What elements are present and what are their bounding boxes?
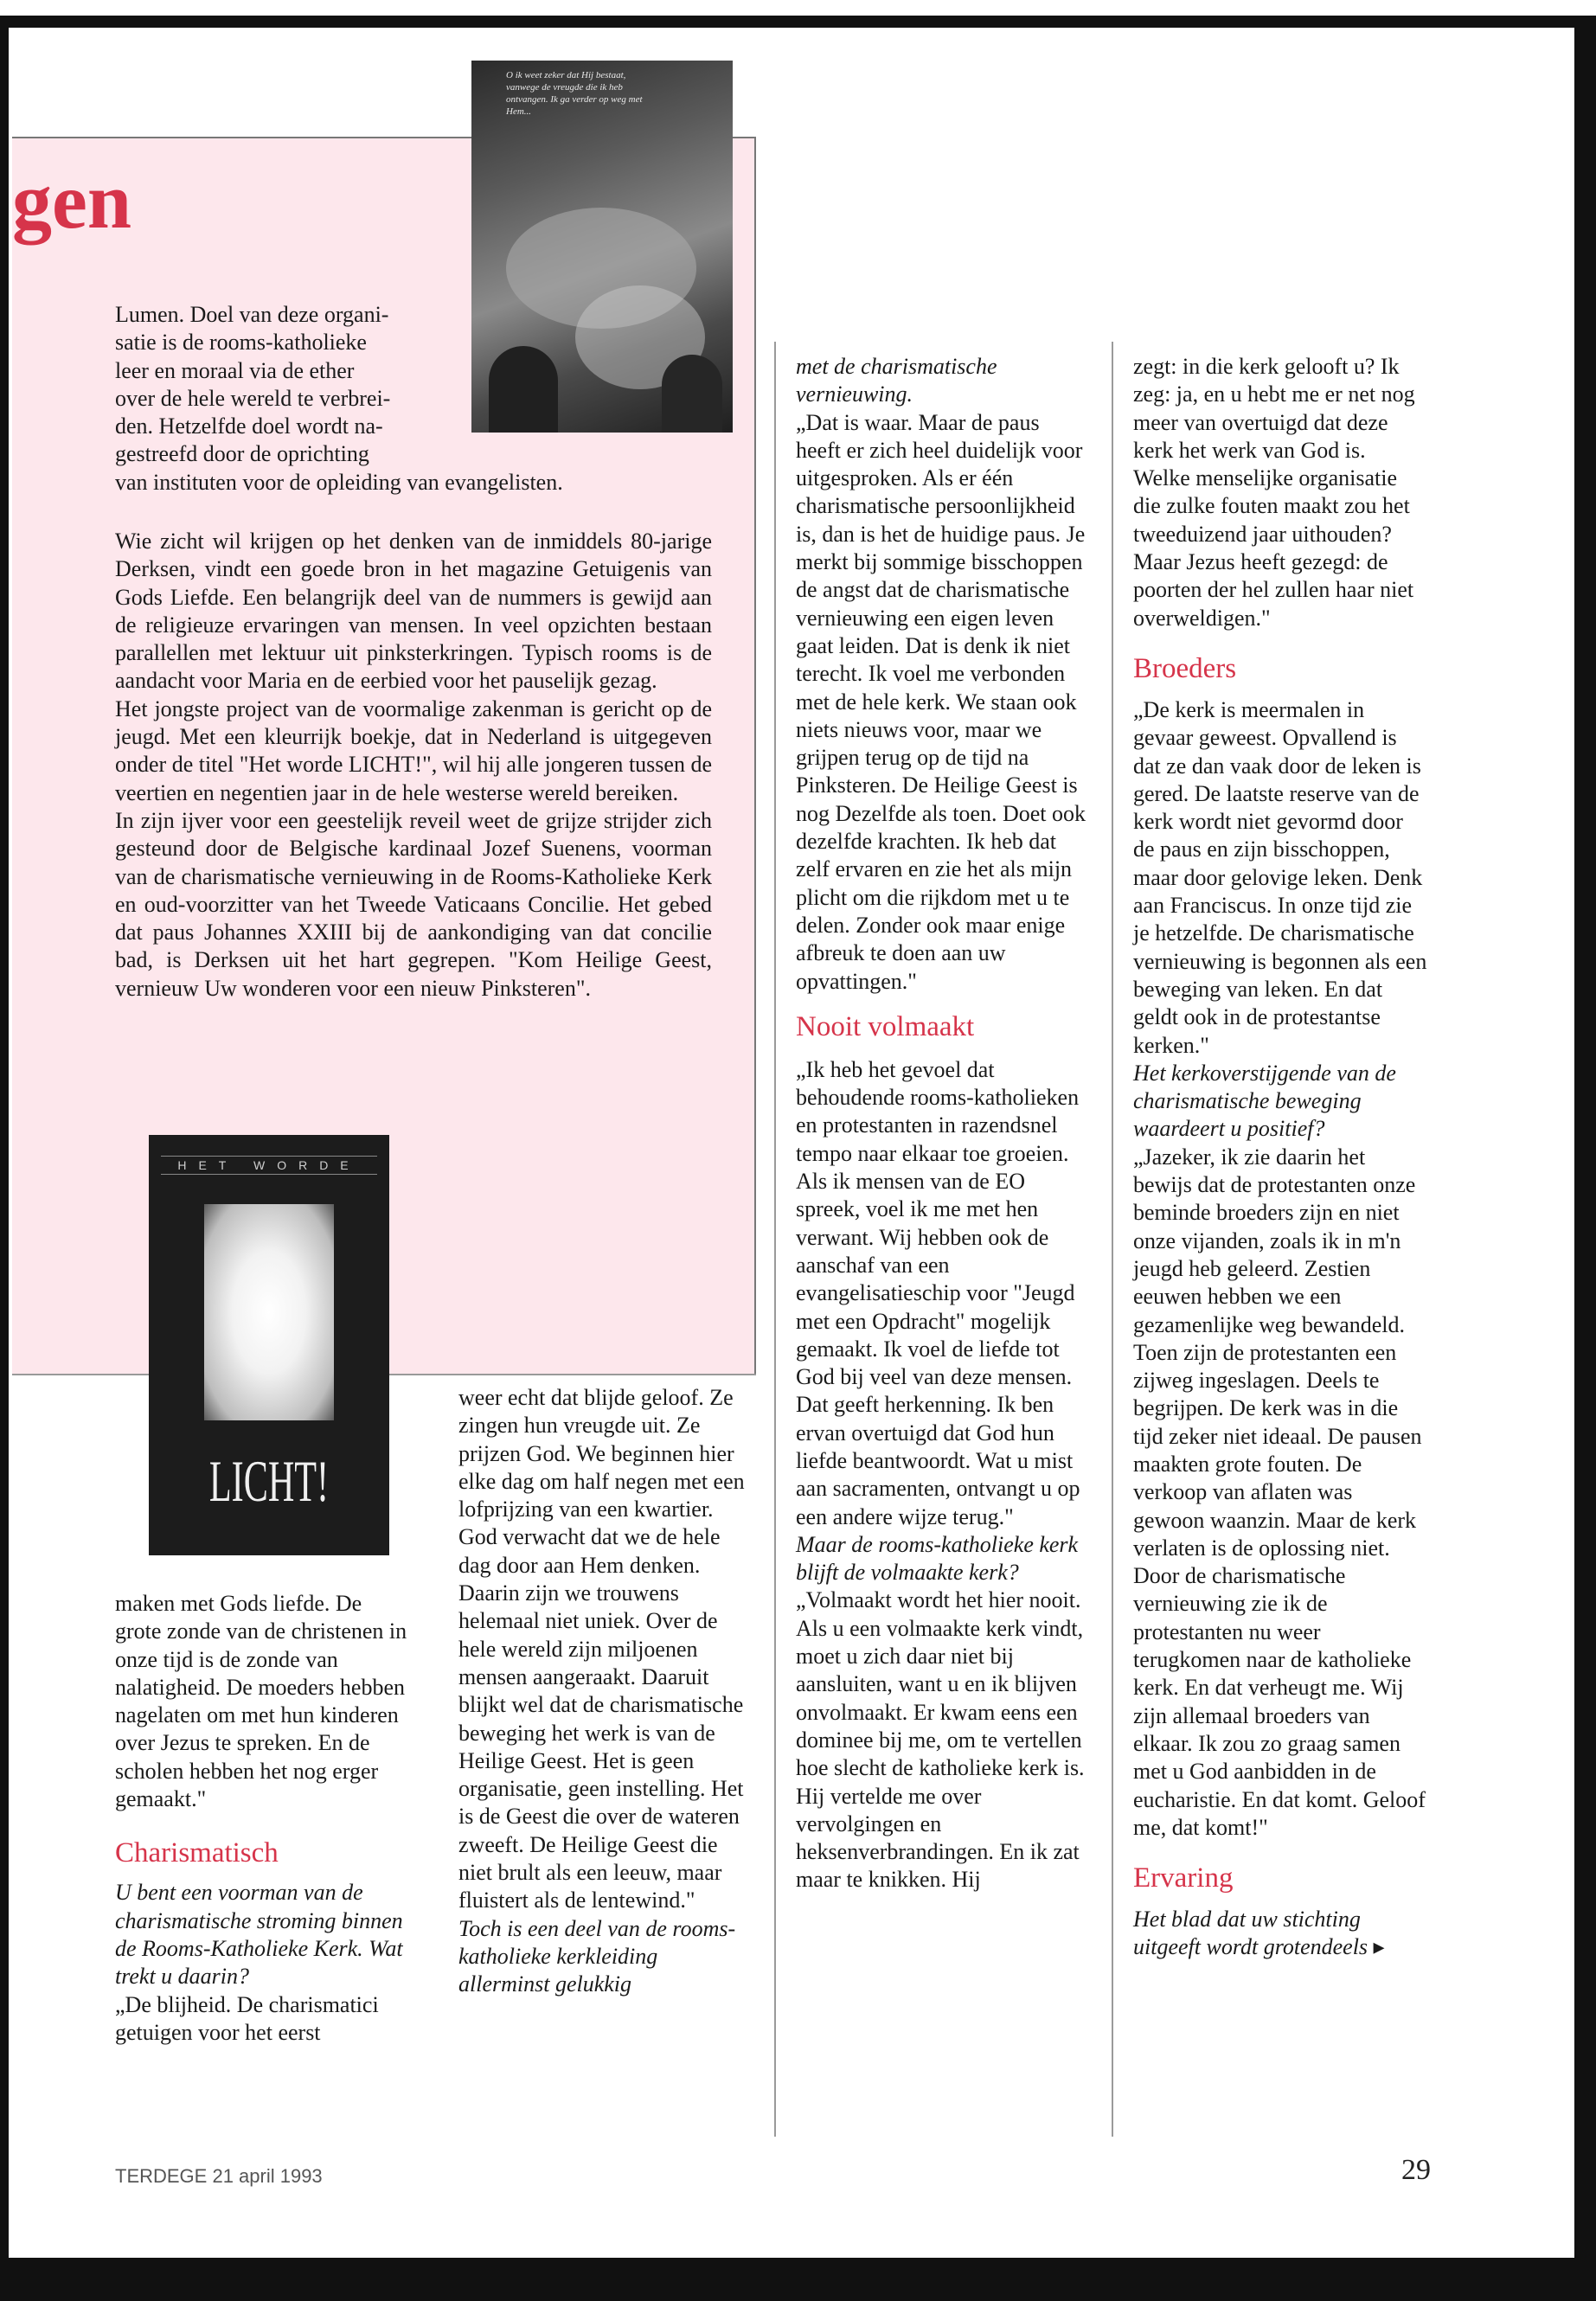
intro-line: gestreefd door de oprichting <box>115 441 369 467</box>
intro-line: over de hele wereld te verbrei- <box>115 385 391 411</box>
column-3-text-3: „Volmaakt wordt het hier nooit. Als u een volmaakte kerk vindt, moet u zich daar niet bij aansluiten, want u en ik blijven onvolmaakt. Er kwam eens een dominee bij me, om te vertellen hoe slecht de katholieke kerk is. Hij vertelde me over vervolgingen en heksenverbrandingen. En ik zat maar te knikken. Hij <box>796 1587 1085 1893</box>
column-1-text: maken met Gods liefde. De grote zonde van de christenen in onze tijd is de zonde van nalatigheid. De moeders hebben nagelaten om met hun kinderen over Jezus te spreken. En de scholen hebben het nog erger gemaakt." <box>115 1591 407 1812</box>
bottom-border <box>0 2258 1596 2301</box>
book-cover-image <box>149 1135 389 1555</box>
continue-arrow-icon: ▸ <box>1373 1934 1385 1960</box>
question-volmaakte-kerk: Maar de rooms-katholieke kerk blijft de volmaakte kerk? <box>796 1531 1079 1586</box>
intro-line: leer en moraal via de ether <box>115 357 355 383</box>
column-4-text-2: „De kerk is meermalen in gevaar geweest. Opvallend is dat ze dan vaak door de leken is gered. De laatste reserve van de kerk wordt niet gevormd door de paus en zijn bisschoppen, maar door gelovige leken. Denk aan Franciscus. In onze tijd zie je hetzelfde. De charismatische vernieuwing is begonnen als een beweging van leken. En dat geldt ook in de protestantse kerken." <box>1133 696 1427 1058</box>
column-2 <box>458 1384 753 1999</box>
book-cover-title: LICHT! <box>208 1448 330 1514</box>
intro-text <box>115 301 772 497</box>
column-1 <box>115 1590 409 2047</box>
column-divider <box>1112 342 1113 2137</box>
answer-charismatisch: „De blijheid. De charismatici getuigen voor het eerst <box>115 1991 379 2045</box>
question-kerkleiding: Toch is een deel van de rooms-katholieke kerkleiding allerminst gelukkig <box>458 1915 736 1997</box>
top-border <box>0 16 1596 28</box>
column-4-text-1: zegt: in die kerk gelooft u? Ik zeg: ja, en u hebt me er net nog meer van overtuigd dat deze kerk het werk van God is. Welke menselijke organisatie die zulke fouten maakt zou het tweeduizend jaar uithouden? Maar Jezus heeft gezegd: de poorten der hel zullen haar niet overweldigen." <box>1133 354 1415 631</box>
column-3 <box>796 353 1090 1894</box>
column-2-text: weer echt dat blijde geloof. Ze zingen hun vreugde uit. Ze prijzen God. We beginnen hier elke dag om half negen met een lofprijzing van een kwartier. God verwacht dat we de hele dag door aan Hem denken. Daarin zijn we trouwens helemaal niet uniek. Over de hele wereld zijn miljoenen mensen aangeraakt. Daaruit blijkt wel dat de charismatische beweging het werk is van de Heilige Geest. Het is geen organisatie, geen instelling. Het is de Geest die over de wateren zweeft. De Heilige Geest die niet brult als een leeuw, maar fluistert als de lentewind." <box>458 1385 745 1913</box>
book-cover-light <box>204 1204 334 1420</box>
pink-paragraph: In zijn ijver voor een geestelijk reveil weet de grijze strijder zich gesteund door de Belgische kardinaal Jozef Suenens, voorman van de charismatische vernieuwing in de Rooms-Katholieke Kerk en oud-voorzitter van het Tweede Vaticaans Concilie. Het gebed dat paus Johannes XXIII bij de aankondiging van dat concilie bad, is Derksen uit het hart gegrepen. "Kom Heilige Geest, vernieuw Uw wonderen voor een nieuw Pinksteren". <box>115 807 712 1001</box>
heading-broeders: Broeders <box>1133 652 1237 684</box>
heading-charismatisch: Charismatisch <box>115 1837 279 1869</box>
intro-line: den. Hetzelfde doel wordt na- <box>115 413 383 439</box>
magazine-cover-caption: O ik weet zeker dat Hij bestaat, vanwege de vreugde die ik heb ontvangen. Ik ga verder op weg met Hem... <box>506 70 643 117</box>
question-blad-text: Het blad dat uw stichting uitgeeft wordt grotendeels <box>1133 1907 1368 1960</box>
column-3-text-2: „Ik heb het gevoel dat behoudende rooms-katholieken en protestanten in razendsnel tempo naar elkaar toe groeien. Als ik mensen van de EO spreek, voel ik me met hen verwant. Wij hebben ook de aanschaf van een evangelisatieschip voor "Jeugd met een Opdracht" mogelijk gemaakt. Ik voel de liefde tot God bij veel van deze mensen. Dat geeft herkenning. Ik ben ervan overtuigd dat God hun liefde beantwoordt. Wat u mist aan sacramenten, ontvangt u op een andere wijze terug." <box>796 1056 1080 1529</box>
intro-line: Lumen. Doel van deze organi- <box>115 302 389 327</box>
article-title-fragment: gen <box>12 157 131 245</box>
question-charismatisch: U bent een voorman van de charismatische stroming binnen de Rooms-Katholieke Kerk. Wat trekt u daarin? <box>115 1880 403 1990</box>
column-divider <box>774 342 776 2137</box>
question-kerkoverstijgende: Het kerkoverstijgende van de charismatische beweging waardeert u positief? <box>1133 1060 1396 1142</box>
book-cover-label: HET WORDE <box>161 1156 377 1175</box>
heading-nooit-volmaakt: Nooit volmaakt <box>796 1010 975 1042</box>
question-blad <box>1133 1906 1427 1962</box>
intro-line: van instituten voor de opleiding van evangelisten. <box>115 469 563 495</box>
pink-paragraph: Het jongste project van de voormalige zakenman is gericht op de jeugd. Met een kleurrijk boekje, dat in Nederland is uitgegeven onder de titel "Het worde LICHT!", wil hij alle jongeren tussen de veertien en negentien jaar in de hele westerse wereld bereiken. <box>115 695 712 805</box>
left-border <box>0 16 9 2299</box>
intro-line: satie is de rooms-katholieke <box>115 330 367 356</box>
column-4 <box>1133 353 1427 1962</box>
question-vernieuwing: met de charismatische vernieuwing. <box>796 354 997 407</box>
column-3-text-1: „Dat is waar. Maar de paus heeft er zich heel duidelijk voor uitgesproken. Als er één charismatische persoonlijkheid is, dan is het de huidige paus. Je merkt bij sommige bisschoppen de angst dat de charismatische vernieuwing een eigen leven gaat leiden. Dat is denk ik niet terecht. Ik voel me verbonden met de hele kerk. We staan ook niets nieuws voor, maar we grijpen terug op de tijd na Pinksteren. De Heilige Geest is nog Dezelfde als toen. Doet ook dezelfde krachten. Ik heb dat zelf ervaren en zie het als mijn plicht om die rijkdom met u te delen. Zonder ook maar enige afbreuk te doen aan uw opvattingen." <box>796 409 1086 994</box>
column-4-text-3: „Jazeker, ik zie daarin het bewijs dat de protestanten onze beminde broeders zijn en niet onze vijanden, zoals ik in m'n jeugd heb geleerd. Zestien eeuwen hebben we een gezamenlijke weg bewandeld. Toen zijn de protestanten een zijweg ingeslagen. Deels te begrijpen. De kerk was in die tijd zeker niet ideaal. De pausen maakten grote fouten. De verkoop van aflaten was gewoon waanzin. Maar de kerk verlaten is de oplossing niet. Door de charismatische vernieuwing zie ik de protestanten nu weer terugkomen naar de katholieke kerk. En dat verheugt me. Wij zijn allemaal broeders van elkaar. Ik zou zo graag samen met u God aanbidden in de eucharistie. En dat komt. Geloof me, dat komt!" <box>1133 1144 1426 1840</box>
footer-publication: TERDEGE 21 april 1993 <box>115 2165 323 2187</box>
right-border <box>1574 16 1596 2299</box>
pink-paragraphs <box>115 528 712 1003</box>
heading-ervaring: Ervaring <box>1133 1862 1234 1894</box>
pink-paragraph: Wie zicht wil krijgen op het denken van de inmiddels 80-jarige Derksen, vindt een goede bron in het magazine Getuigenis van Gods Liefde. Een belangrijk deel van de nummers is gewijd aan de religieuze ervaringen van mensen. In veel opzichten bestaan parallellen met lektuur uit pinksterkringen. Typisch rooms is de aandacht voor Maria en de eerbied voor het pauselijk gezag. <box>115 529 712 694</box>
page-number: 29 <box>1401 2154 1431 2186</box>
